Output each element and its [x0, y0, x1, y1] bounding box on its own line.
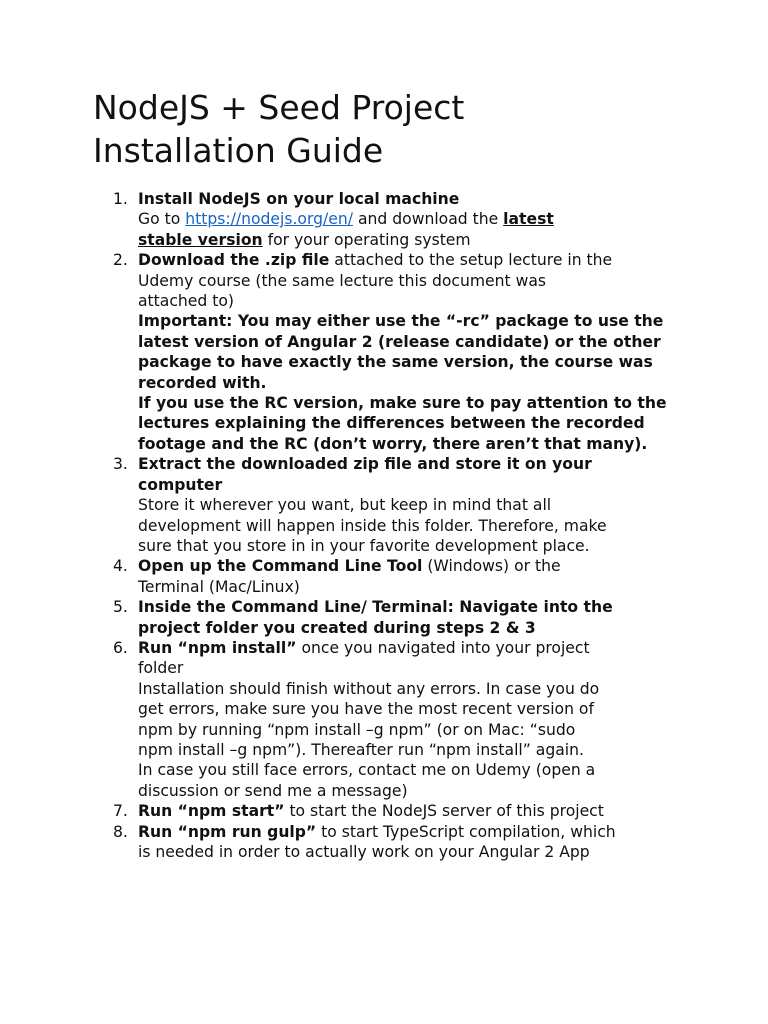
step-heading: Extract the downloaded zip file and store it on your: [138, 455, 592, 474]
step-number: 1.: [113, 190, 128, 208]
step-heading: Download the .zip file: [138, 251, 330, 270]
step-text-line: [138, 250, 686, 270]
step-text-line: [138, 556, 686, 576]
document-title: [93, 86, 733, 172]
step-text-line: Terminal (Mac/Linux): [138, 577, 300, 596]
step-number: 5.: [113, 598, 128, 617]
step-heading: Run “npm run gulp”: [138, 822, 317, 841]
step-text-line: discussion or send me a message): [138, 781, 408, 800]
step-7: [0, 801, 686, 821]
title-line-2: Installation Guide: [93, 131, 384, 170]
step-text-line: get errors, make sure you have the most recent version of: [138, 700, 594, 719]
download-text: and download the: [353, 210, 504, 229]
step-text-line: sure that you store in in your favorite development place.: [138, 536, 590, 555]
stable-version-emphasis: stable version: [138, 230, 263, 249]
step-text-line: npm by running “npm install –g npm” (or on Mac: “sudo: [138, 720, 576, 739]
step-2: [0, 250, 686, 454]
step-text: once you navigated into your project: [296, 638, 590, 657]
nodejs-link[interactable]: https://nodejs.org/en/: [185, 210, 353, 229]
step-text-line: [138, 230, 686, 250]
go-to-text: Go to: [138, 210, 186, 229]
step-text-line: [138, 822, 686, 842]
step-number: 6.: [113, 638, 128, 657]
important-note-line: Important: You may either use the “-rc” package to use the: [138, 312, 664, 331]
step-text-line: attached to): [138, 292, 234, 311]
step-text-line: npm install –g npm”). Thereafter run “npm install” again.: [138, 740, 584, 759]
step-number: 7.: [113, 802, 128, 821]
step-text-line: is needed in order to actually work on your Angular 2 App: [138, 843, 590, 861]
step-heading: Open up the Command Line Tool: [138, 557, 423, 576]
step-heading: Inside the Command Line/ Terminal: Navigate into the: [138, 598, 613, 617]
step-text: (Windows) or the: [422, 557, 561, 576]
step-number: 3.: [113, 455, 128, 474]
step-text-line: [138, 801, 686, 821]
title-line-1: NodeJS + Seed Project: [93, 88, 465, 127]
important-note-line: latest version of Angular 2 (release candidate) or the other: [138, 332, 661, 351]
step-heading: Run “npm install”: [138, 638, 297, 657]
step-5: [0, 597, 686, 638]
step-heading: project folder you created during steps 2 & 3: [138, 618, 536, 637]
step-text-line: Installation should finish without any errors. In case you do: [138, 679, 600, 698]
step-4: [0, 556, 686, 597]
installation-steps: [0, 189, 768, 862]
step-number: 2.: [113, 251, 128, 270]
step-text-line: Store it wherever you want, but keep in mind that all: [138, 496, 552, 515]
step-text-line: [138, 209, 686, 229]
step-text-line: development will happen inside this folder. Therefore, make: [138, 516, 607, 535]
step-heading: computer: [138, 475, 223, 494]
important-note-line: lectures explaining the differences between the recorded: [138, 414, 645, 433]
os-text: for your operating system: [262, 230, 471, 249]
step-text-line: [138, 638, 686, 658]
step-number: 8.: [113, 822, 128, 841]
step-1: [0, 189, 686, 250]
important-note-line: footage and the RC (don’t worry, there aren’t that many).: [138, 434, 648, 453]
step-heading: Run “npm start”: [138, 802, 285, 821]
step-text-line: Udemy course (the same lecture this document was: [138, 271, 547, 290]
step-6: [0, 638, 686, 801]
step-3: [0, 454, 686, 556]
step-text: attached to the setup lecture in the: [329, 251, 613, 270]
important-note-line: If you use the RC version, make sure to pay attention to the: [138, 394, 667, 413]
step-text: to start TypeScript compilation, which: [316, 822, 616, 841]
step-text-line: folder: [138, 659, 184, 678]
step-heading: Install NodeJS on your local machine: [138, 190, 460, 208]
step-number: 4.: [113, 557, 128, 576]
latest-emphasis: latest: [503, 210, 554, 229]
step-text-line: In case you still face errors, contact me on Udemy (open a: [138, 761, 596, 780]
important-note-line: recorded with.: [138, 373, 267, 392]
step-8: [0, 822, 686, 863]
step-text: to start the NodeJS server of this project: [284, 802, 604, 821]
important-note-line: package to have exactly the same version, the course was: [138, 353, 653, 372]
